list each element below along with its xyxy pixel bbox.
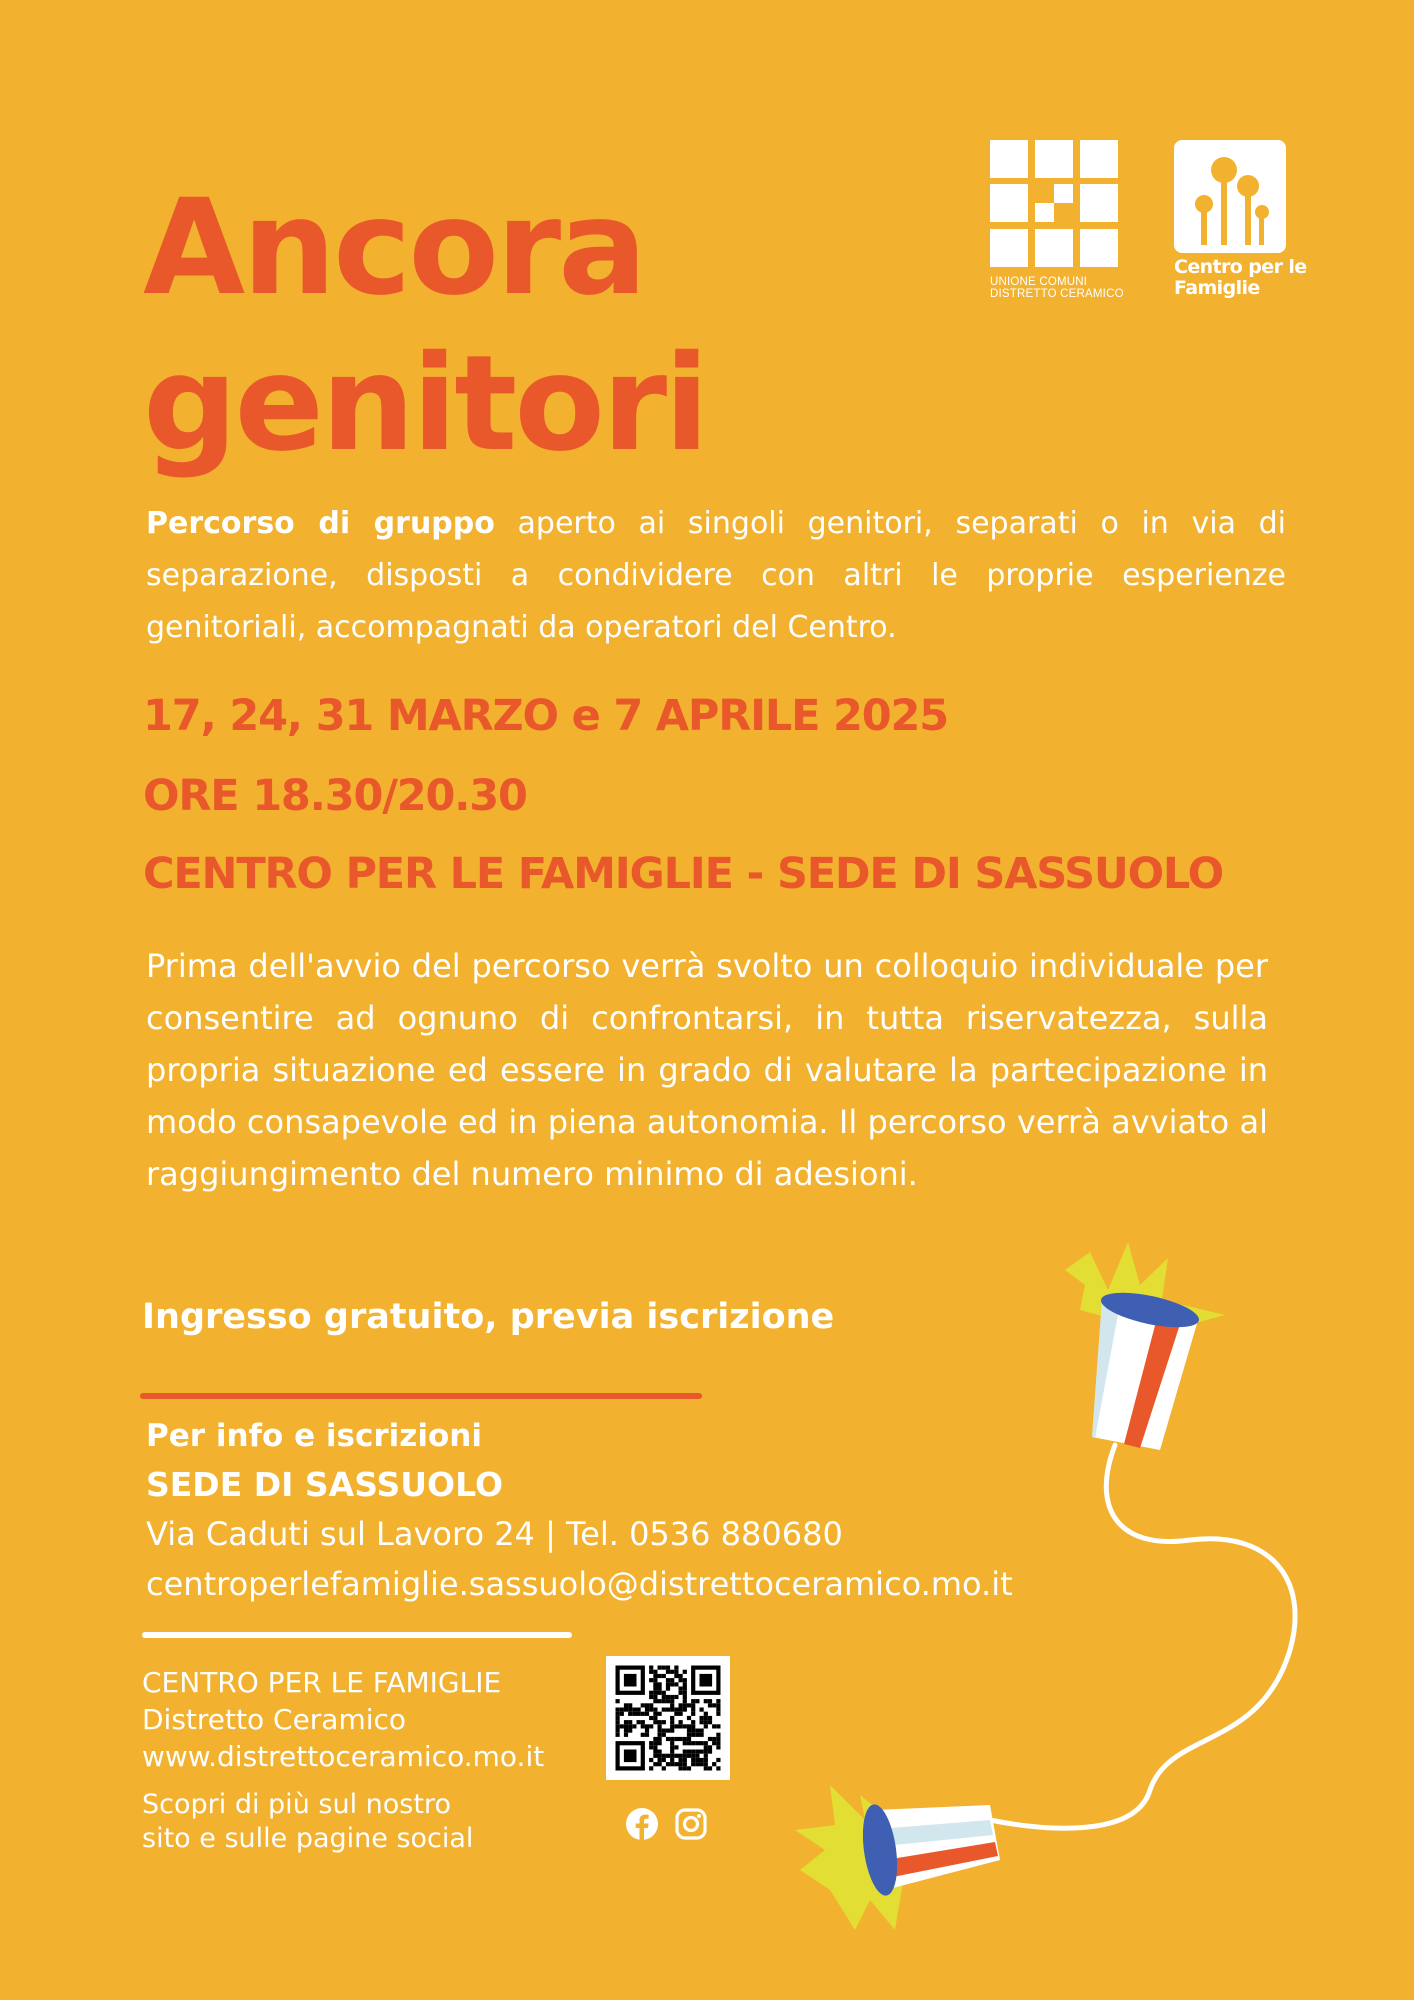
event-hours: ORE 18.30/20.30 <box>143 771 527 821</box>
info-title: Per info e iscrizioni <box>146 1418 482 1454</box>
divider-orange <box>140 1393 702 1399</box>
title-line-2: genitori <box>143 327 707 481</box>
event-dates: 17, 24, 31 MARZO e 7 APRILE 2025 <box>143 691 948 741</box>
footer-cta-line-2: sito e sulle pagine social <box>142 1823 474 1854</box>
title-line-1: Ancora <box>143 171 645 325</box>
top-cup <box>1092 1286 1202 1450</box>
intro-paragraph <box>146 498 1286 654</box>
info-sede: SEDE DI SASSUOLO <box>146 1465 504 1504</box>
info-email[interactable]: centroperlefamiglie.sassuolo@distrettoceramico.mo.it <box>146 1565 1013 1603</box>
facebook-icon[interactable] <box>625 1807 659 1841</box>
logo-unione-caption: UNIONE COMUNI DISTRETTO CERAMICO <box>990 276 1124 300</box>
social-links <box>625 1807 708 1841</box>
instagram-icon[interactable] <box>674 1807 708 1841</box>
info-address: Via Caduti sul Lavoro 24 | Tel. 0536 880680 <box>146 1515 843 1553</box>
body-paragraph: Prima dell'avvio del percorso verrà svolto un colloquio individuale per consentire ad ognuno di confrontarsi, in tutta riservatezza, sulla propria situazione ed essere in grado di valutare la partecipazione in modo consapevole ed in piena autonomia. Il percorso verrà avviato al raggiungimento del numero minimo di adesioni. <box>146 947 1268 1193</box>
footer-org: CENTRO PER LE FAMIGLIE <box>142 1666 502 1699</box>
footer-cta <box>142 1788 473 1856</box>
footer-district: Distretto Ceramico <box>142 1703 407 1736</box>
intro-bold: Percorso di gruppo <box>146 506 495 541</box>
intro-rest: aperto ai singoli genitori, separati o in via di separazione, disposti a condividere con altri le proprie esperienze genitoriali, accompagnati da operatori del Centro. <box>146 506 1286 645</box>
bottom-cup <box>858 1802 1000 1898</box>
footer-website[interactable]: www.distrettoceramico.mo.it <box>142 1740 545 1773</box>
qr-code-icon <box>606 1656 730 1780</box>
event-venue: CENTRO PER LE FAMIGLIE - SEDE DI SASSUOLO <box>143 849 1223 899</box>
footer-cta-line-1: Scopri di più sul nostro <box>142 1789 451 1820</box>
trees-logo-icon <box>1174 140 1286 253</box>
footer-org-block <box>142 1664 544 1775</box>
logo-cpf-caption: Centro per le Famiglie <box>1174 256 1307 299</box>
grid-logo-icon <box>990 140 1118 267</box>
string-line <box>990 1445 1295 1828</box>
can-phone-illustration <box>790 1230 1310 1950</box>
page-title <box>143 170 706 482</box>
divider-white <box>142 1632 572 1638</box>
logo-unione-comuni <box>990 140 1125 300</box>
qr-code[interactable] <box>606 1656 730 1780</box>
logo-centro-famiglie <box>1174 140 1307 299</box>
ingresso-text: Ingresso gratuito, previa iscrizione <box>142 1297 835 1337</box>
